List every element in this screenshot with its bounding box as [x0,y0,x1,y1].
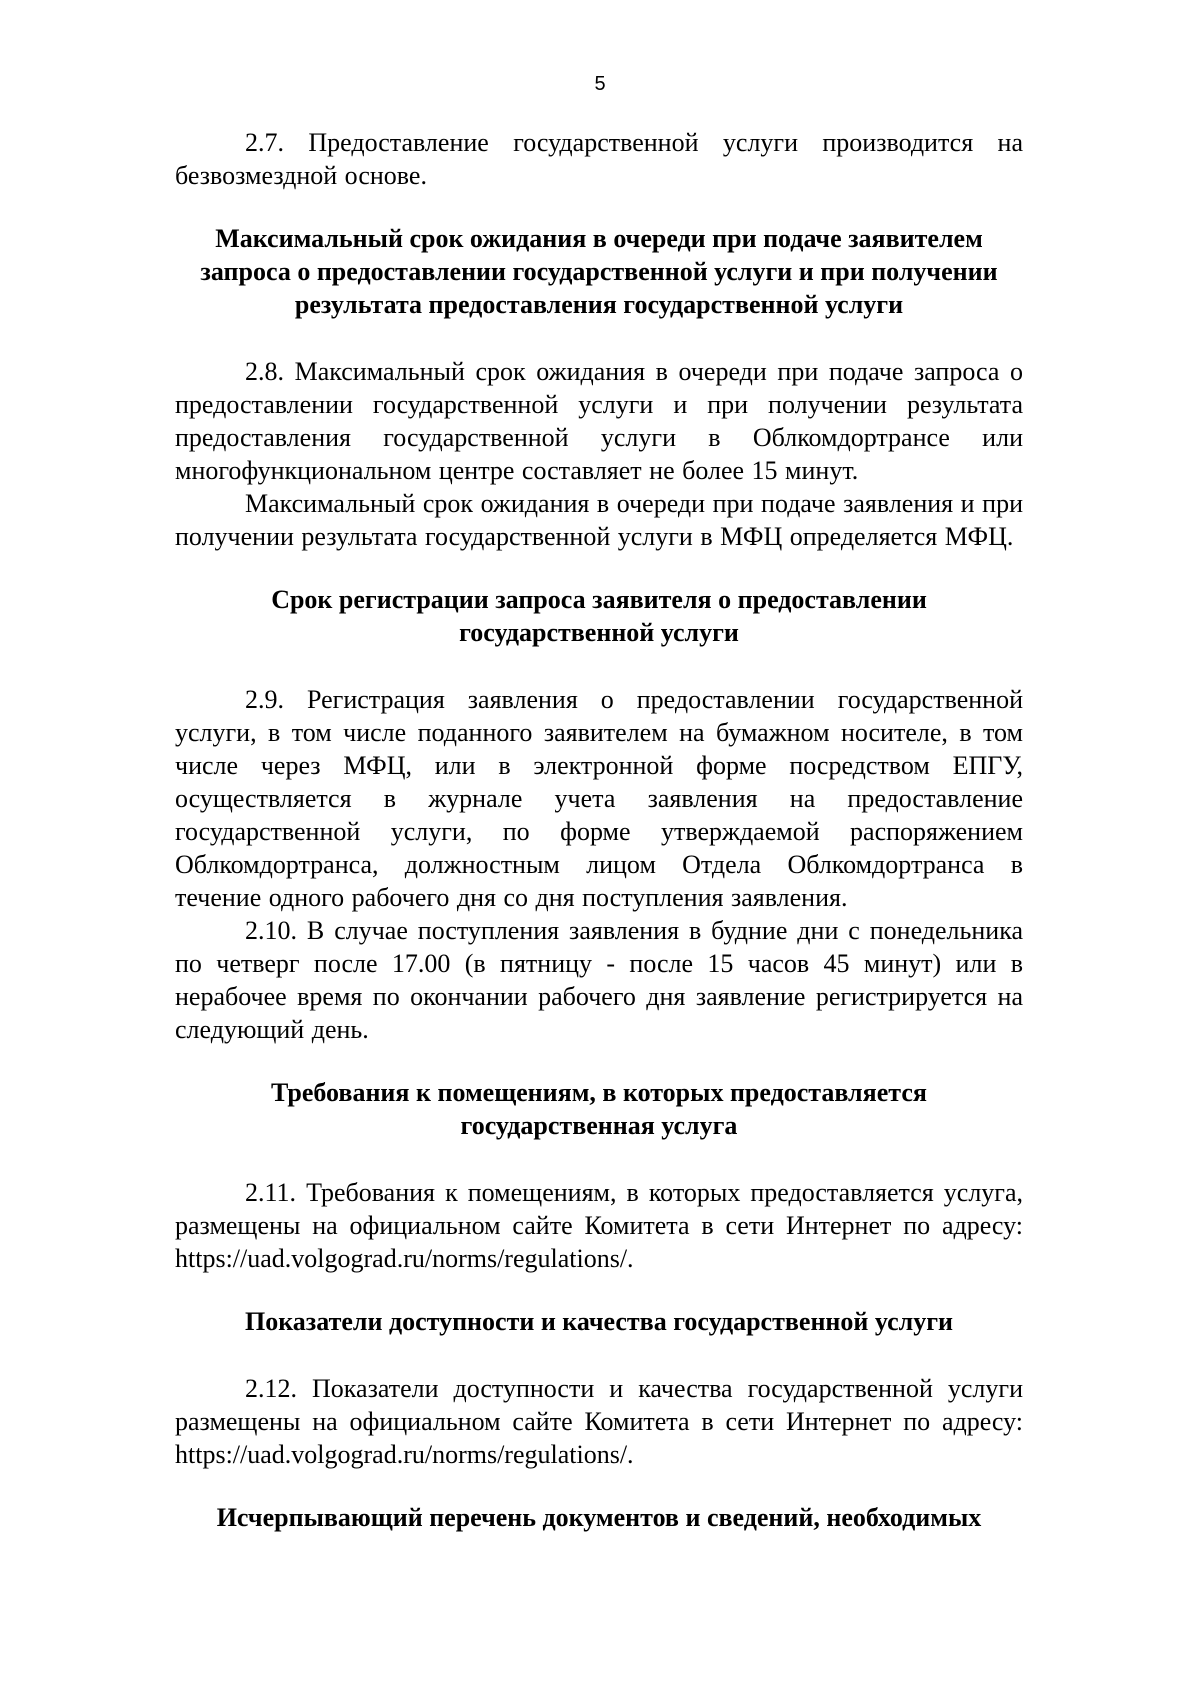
heading-premises-requirements-line-1: Требования к помещениям, в которых предоставляется [271,1078,927,1107]
heading-premises-requirements [175,1076,1023,1142]
heading-registration-term-line-2: государственной услуги [459,618,739,647]
heading-registration-term [175,583,1023,649]
paragraph-2-12: 2.12. Показатели доступности и качества государственной услуги размещены на официальном сайте Комитета в сети Интернет по адресу: https://uad.volgograd.ru/norms/regulations/. [175,1374,1023,1469]
paragraph-2-10: 2.10. В случае поступления заявления в будние дни с понедельника по четверг после 17.00 (в пятницу - после 15 часов 45 минут) или в нерабочее время по окончании рабочего дня заявление регистрируется на следующий день. [175,916,1023,1044]
heading-queue-wait [175,222,1023,321]
heading-documents-list: Исчерпывающий перечень документов и сведений, необходимых [216,1503,982,1532]
heading-queue-wait-line-2: запроса о предоставлении государственной услуги и при получении [200,257,998,286]
heading-premises-requirements-line-2: государственная услуга [460,1111,738,1140]
heading-queue-wait-line-1: Максимальный срок ожидания в очереди при подаче заявителем [215,224,983,253]
paragraph-2-7: 2.7. Предоставление государственной услуги производится на безвозмездной основе. [175,128,1023,190]
page-number: 5 [594,73,606,95]
page-content [175,126,1023,1534]
paragraph-2-8: 2.8. Максимальный срок ожидания в очереди при подаче запроса о предоставлении государственной услуги и при получении результата предоставления государственной услуги в Облкомдортрансе или многофункциональном центре составляет не более 15 минут. [175,357,1023,485]
paragraph-2-9: 2.9. Регистрация заявления о предоставлении государственной услуги, в том числе поданного заявителем на бумажном носителе, в том числе через МФЦ, или в электронной форме посредством ЕПГУ, осуществляется в журнале учета заявления на предоставление государственной услуги, по форме утверждаемой распоряжением Облкомдортранса, должностным лицом Отдела Облкомдортранса в течение одного рабочего дня со дня поступления заявления. [175,685,1023,912]
heading-queue-wait-line-3: результата предоставления государственной услуги [294,290,904,319]
paragraph-2-8-continued: Максимальный срок ожидания в очереди при подаче заявления и при получении результата государственной услуги в МФЦ определяется МФЦ. [175,489,1023,551]
heading-quality-indicators: Показатели доступности и качества государственной услуги [244,1307,954,1336]
paragraph-2-11: 2.11. Требования к помещениям, в которых предоставляется услуга, размещены на официальном сайте Комитета в сети Интернет по адресу: https://uad.volgograd.ru/norms/regulations/. [175,1178,1023,1273]
heading-registration-term-line-1: Срок регистрации запроса заявителя о предоставлении [271,585,927,614]
